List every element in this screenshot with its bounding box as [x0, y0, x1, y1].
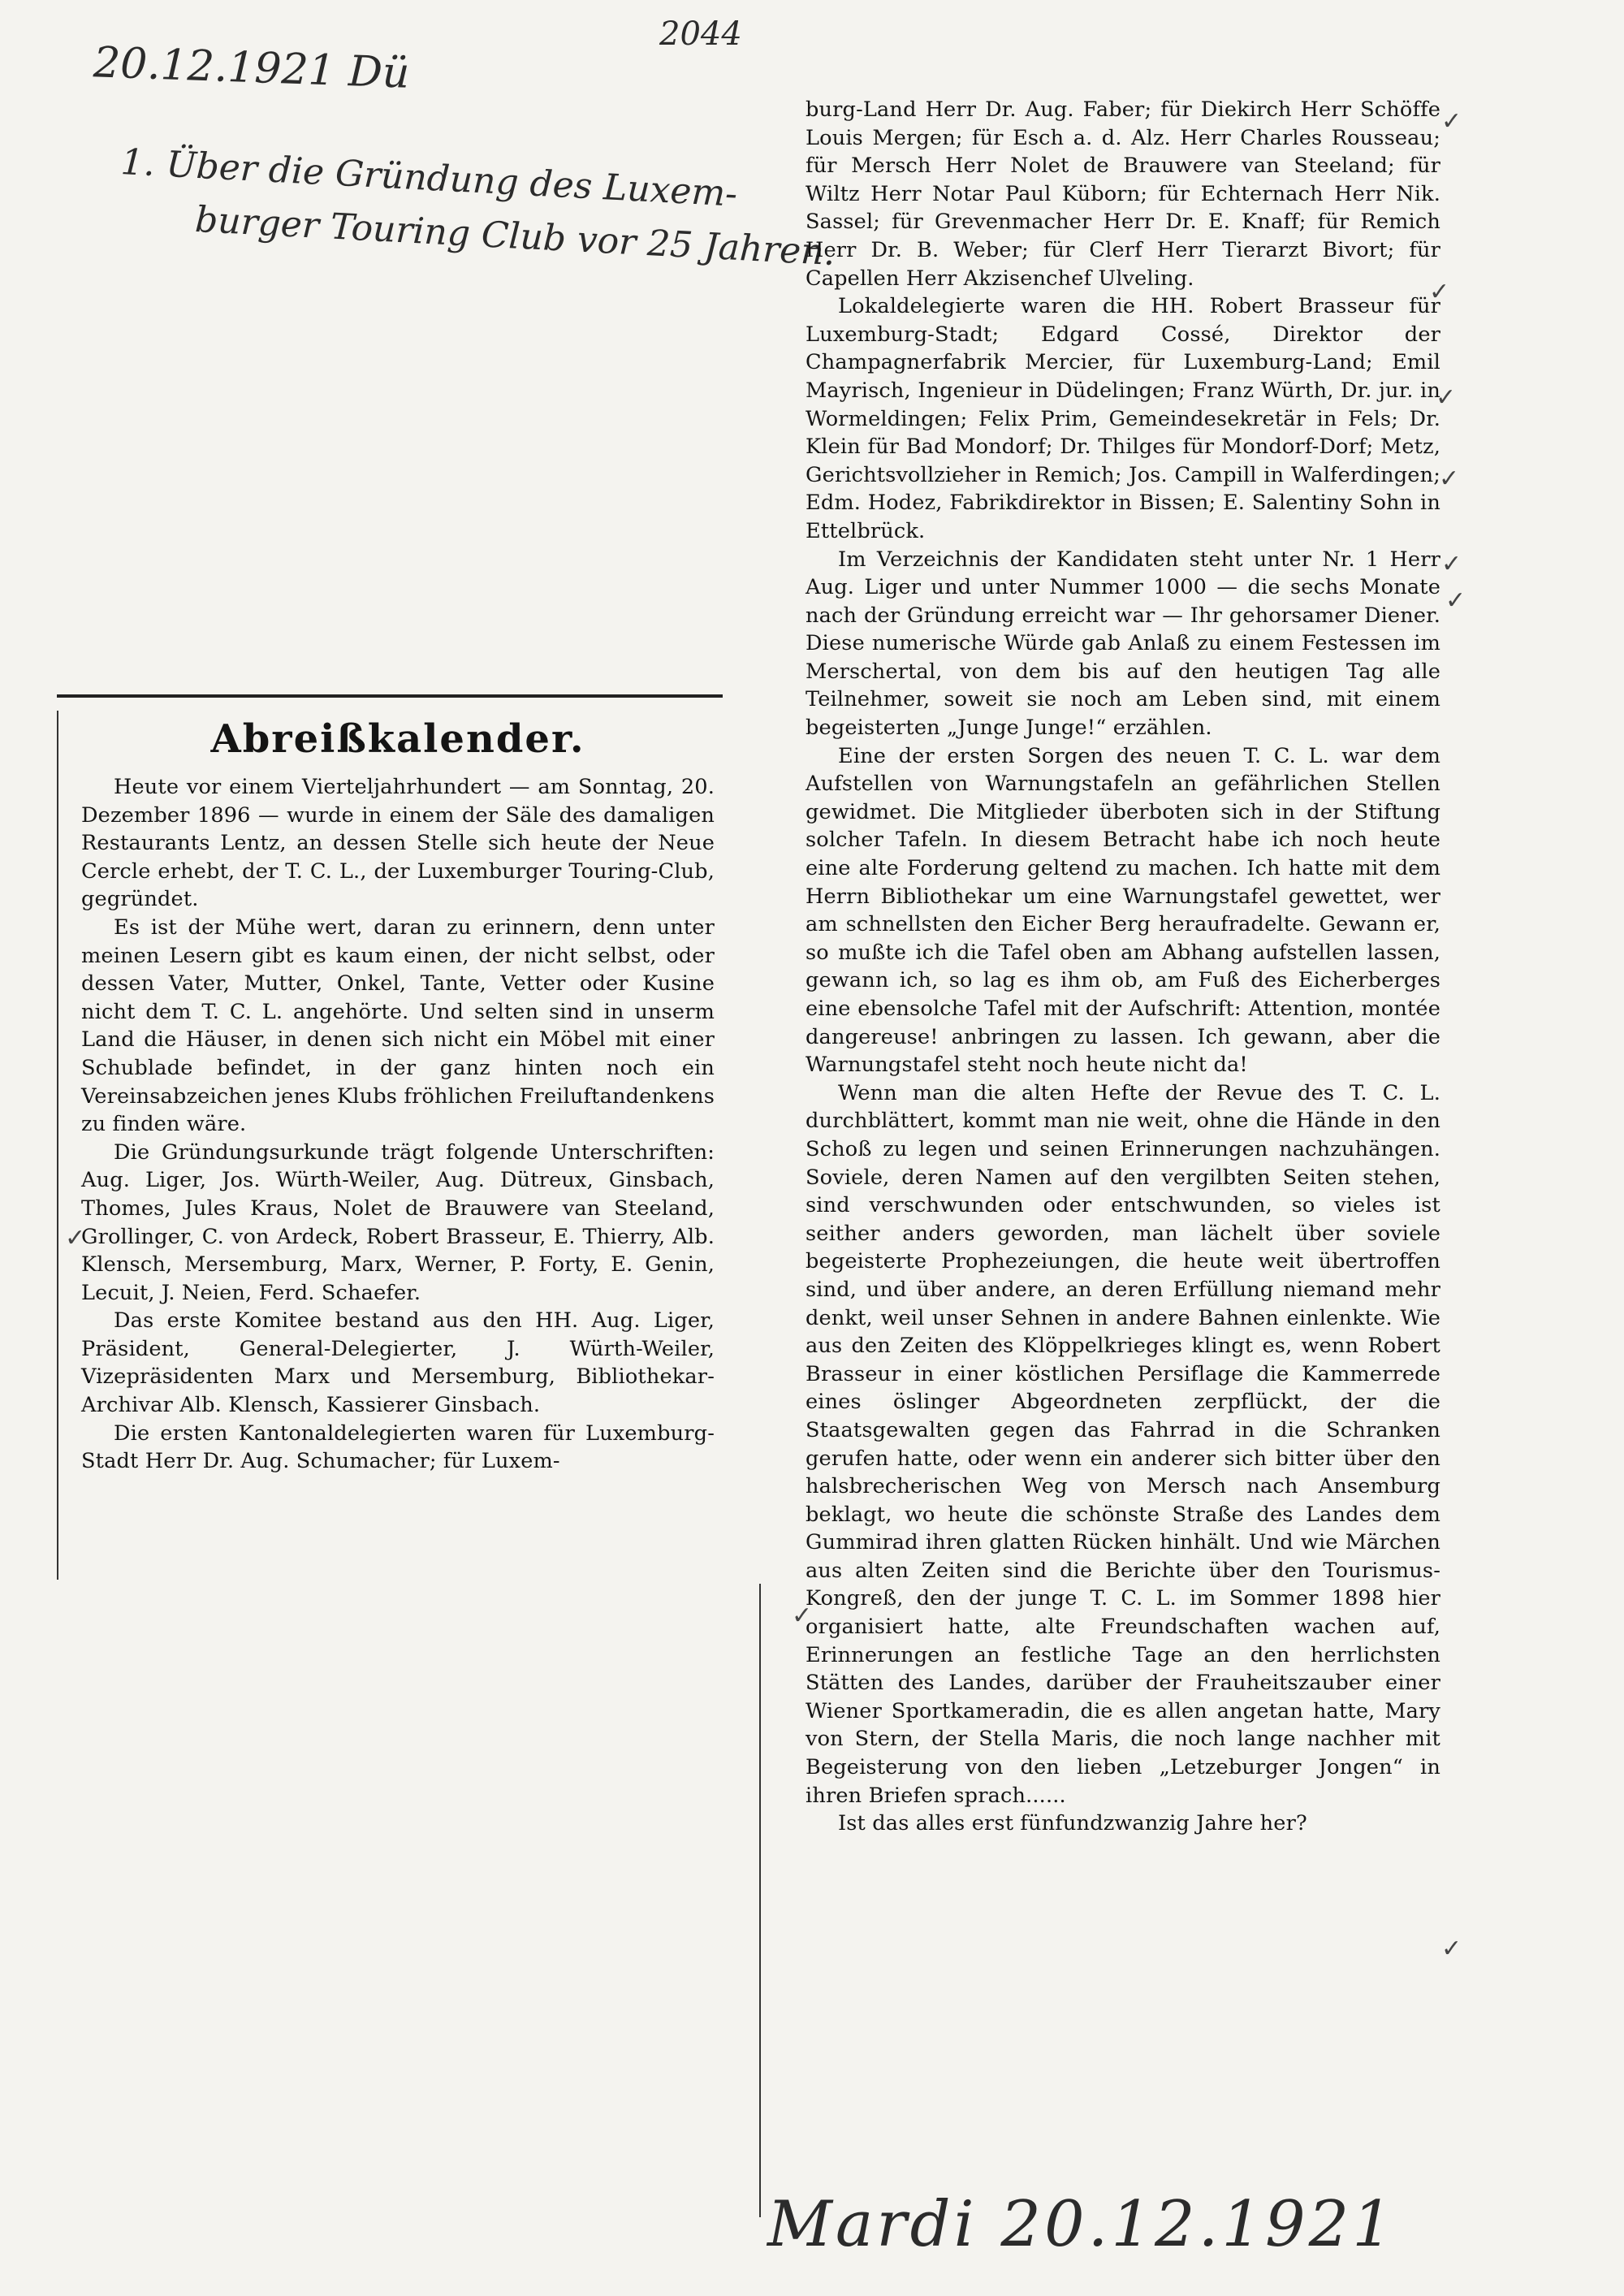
handwritten-note-line-2: burger Touring Club vor 25 Jahren.	[193, 198, 836, 275]
article-right-column	[806, 96, 1440, 1838]
handwritten-note-line-1: 1. Über die Gründung des Luxem-	[119, 141, 739, 215]
check-mark-icon: ✓	[1441, 1935, 1462, 1963]
check-mark-icon: ✓	[1429, 278, 1450, 306]
article-title: Abreißkalender.	[210, 716, 585, 762]
right-column-rule	[759, 1584, 761, 2217]
article-paragraph: Ist das alles erst fünfundzwanzig Jahre her?	[838, 1811, 1307, 1836]
article-paragraph: Lokaldelegierte waren die HH. Robert Brasseur für Luxemburg-Stadt; Edgard Cossé, Direktor der Champagnerfabrik Mercier, für Luxemburg-Land; Emil Mayrisch, Ingenieur in Düdelingen; Franz Würth, Dr. jur. in Wormeldingen; Felix Prim, Gemeindesekretär in Fels; Dr. Klein für Bad Mondorf; Dr. Thilges für Mondorf-Dorf; Metz, Gerichtsvollzieher in Remich; Jos. Campill in Walferdingen; Edm. Hodez, Fabrikdirektor in Bissen; E. Salentiny Sohn in Ettelbrück.	[806, 294, 1440, 543]
article-paragraph: Eine der ersten Sorgen des neuen T. C. L. war dem Aufstellen von Warnungstafeln an gefährlichen Stellen gewidmet. Die Mitglieder überboten sich in der Stiftung solcher Tafeln. In diesem Betracht habe ich noch heute eine alte Forderung geltend zu machen. Ich hatte mit dem Herrn Bibliothekar um eine Warnungstafel gewettet, wer am schnellsten den Eicher Berg heraufradelte. Gewann er, so mußte ich die Tafel oben am Abhang aufstellen lassen, gewann ich, so lag es ihm ob, am Fuß des Eicherberges eine ebensolche Tafel mit der Aufschrift: Attention, montée dangereuse! anbringen zu lassen. Ich gewann, aber die Warnungstafel steht noch heute nicht da!	[806, 743, 1440, 1078]
article-paragraph: Die Gründungsurkunde trägt folgende Unterschriften: Aug. Liger, Jos. Würth-Weiler, Aug. Dütreux, Ginsbach, Thomes, Jules Kraus, Nolet de Brauwere van Steeland, Grollinger, C. von Ardeck, Robert Brasseur, E. Thierry, Alb. Klensch, Mersemburg, Marx, Werner, P. Forty, E. Genin, Lecuit, J. Neien, Ferd. Schaefer.	[81, 1139, 715, 1305]
article-paragraph: Wenn man die alten Hefte der Revue des T. C. L. durchblättert, kommt man nie weit, ohne die Hände in den Schoß zu legen und seinen Erinnerungen nachzuhängen. Soviele, deren Namen auf den vergilbten Seiten stehen, sind verschwunden oder entschwunden, so vieles ist seither anders geworden, man lächelt über soviele begeisterte Prophezeiungen, die heute weit übertroffen sind, und über andere, an deren Erfüllung niemand mehr denkt, weil unser Sehnen in andere Bahnen einlenkte. Wie aus den Zeiten des Klöppelkrieges klingt es, wenn Robert Brasseur in einer köstlichen Persiflage die Kammerrede eines öslinger Abgeordneten zerpflückt, der die Staatsgewalten gegen das Fahrrad in die Schranken gerufen hatte, oder wenn ein anderer sich bitter über den halsbrecherischen Weg von Mersch nach Ansemburg beklagt, wo heute die schönste Straße des Landes dem Gummirad ihren glatten Rücken hinhält. Und wie Märchen aus alten Zeiten sind die Berichte über den Tourismus-Kongreß, den der junge T. C. L. im Sommer 1898 hier organisiert hatte, alte Freundschaften wachen auf, Erinnerungen an festliche Tage an den herrlichsten Stätten des Landes, darüber der Frauheitszauber einer Wiener Sportkameradin, die es allen angetan hatte, Mary von Stern, der Stella Maris, die noch lange nachher mit Begeisterung von den lieben „Letzeburger Jongen“ in ihren Briefen sprach......	[806, 1080, 1440, 1808]
article-left-column	[81, 708, 715, 1476]
left-column-rule	[57, 711, 58, 1580]
check-mark-icon: ✓	[1441, 107, 1462, 136]
article-paragraph: burg-Land Herr Dr. Aug. Faber; für Diekirch Herr Schöffe Louis Mergen; für Esch a. d. Alz. Herr Charles Rousseau; für Mersch Herr Nolet de Brauwere van Steeland; für Wiltz Herr Notar Paul Küborn; für Echternach Herr Nik. Sassel; für Grevenmacher Herr Dr. E. Knaff; für Remich Herr Dr. B. Weber; für Clerf Herr Tierarzt Bivort; für Capellen Herr Akzisenchef Ulveling.	[806, 97, 1440, 291]
check-mark-icon: ✓	[792, 1602, 813, 1630]
article-paragraph: Es ist der Mühe wert, daran zu erinnern, denn unter meinen Lesern gibt es kaum einen, der nicht selbst, oder dessen Vater, Mutter, Onkel, Tante, Vetter oder Kusine nicht dem T. C. L. angehörte. Und selten sind in unserm Land die Häuser, in denen sich nicht ein Möbel mit einer Schublade befindet, in der ganz hinten noch ein Vereinsabzeichen jenes Klubs fröhlichen Freiluftandenkens zu finden wäre.	[81, 915, 715, 1137]
article-paragraph: Im Verzeichnis der Kandidaten steht unter Nr. 1 Herr Aug. Liger und unter Nummer 1000 — die sechs Monate nach der Gründung erreicht war — Ihr gehorsamer Diener. Diese numerische Würde gab Anlaß zu einem Festessen im Merschertal, von dem bis auf den heutigen Tag alle Teilnehmer, soweit sie noch am Leben sind, mit einem begeisterten „Junge Junge!“ erzählen.	[806, 547, 1440, 741]
handwritten-number-top: 2044	[659, 15, 742, 53]
check-mark-icon: ✓	[65, 1224, 86, 1252]
article-paragraph: Das erste Komitee bestand aus den HH. Aug. Liger, Präsident, General-Delegierter, J. Würth-Weiler, Vizepräsidenten Marx und Mersemburg, Bibliothekar-Archivar Alb. Klensch, Kassierer Ginsbach.	[81, 1308, 715, 1418]
title-rule	[57, 694, 723, 698]
article-paragraph: Heute vor einem Vierteljahrhundert — am Sonntag, 20. Dezember 1896 — wurde in einem der Säle des damaligen Restaurants Lentz, an dessen Stelle sich heute der Neue Cercle erhebt, der T. C. L., der Luxemburger Touring-Club, gegründet.	[81, 775, 715, 912]
check-mark-icon: ✓	[1436, 383, 1457, 412]
handwritten-date-bottom: Mardi 20.12.1921	[767, 2188, 1396, 2261]
handwritten-date-top: 20.12.1921 Dü	[93, 38, 411, 98]
check-mark-icon: ✓	[1439, 465, 1460, 493]
check-mark-icon: ✓	[1441, 550, 1462, 578]
check-mark-icon: ✓	[1445, 586, 1466, 615]
article-paragraph: Die ersten Kantonaldelegierten waren für Luxemburg-Stadt Herr Dr. Aug. Schumacher; für Luxem-	[81, 1420, 715, 1474]
